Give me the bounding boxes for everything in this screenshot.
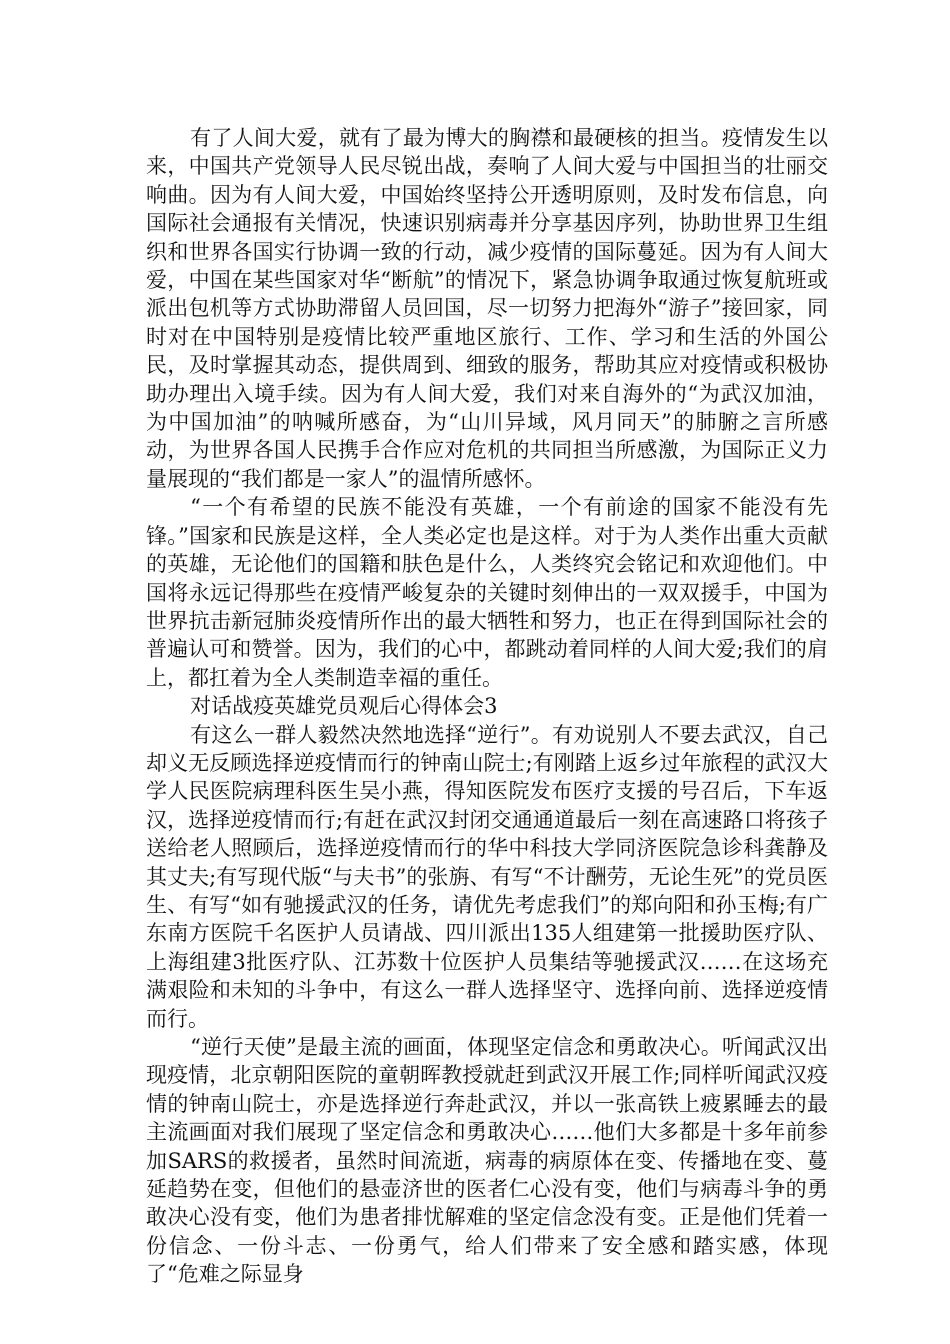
document-body — [146, 124, 828, 1289]
section-heading: 对话战疫英雄党员观后心得体会3 — [190, 694, 498, 719]
paragraph-retrograde-heroes: 有这么一群人毅然决然地选择“逆行”。有劝说别人不要去武汉，自己却义无反顾选择逆疫情而行的钟南山院士;有刚踏上返乡过年旅程的武汉大学人民医院病理科医生吴小燕，得知医院发布医疗支援的号召后，下车返汉，选择逆疫情而行;有赶在武汉封闭交通通道最后一刻在高速路口将孩子送给老人照顾后，选择逆疫情而行的华中科技大学同济医院急诊科龚静及其丈夫;有写现代版“与夫书”的张旃、有写“不计酬劳，无论生死”的党员医生、有写“如有驰援武汉的任务，请优先考虑我们”的郑向阳和孙玉梅;有广东南方医院千名医护人员请战、四川派出135人组建第一批援助医疗队、上海组建3批医疗队、江苏数十位医护人员集结等驰援武汉……在这场充满艰险和未知的斗争中，有这么一群人选择坚守、选择向前、选择逆疫情而行。 — [146, 722, 828, 1031]
paragraph-retrograde-angels: “逆行天使”是最主流的画面，体现坚定信念和勇敢决心。听闻武汉出现疫情，北京朝阳医院的童朝晖教授就赶到武汉开展工作;同样听闻武汉疫情的钟南山院士，亦是选择逆行奔赴武汉，并以一张高铁上疲累睡去的最主流画面对我们展现了坚定信念和勇敢决心……他们大多都是十多年前参加SARS的救援者，虽然时间流逝，病毒的病原体在变、传播地在变、蔓延趋势在变，但他们的悬壶济世的医者仁心没有变，他们与病毒斗争的勇敢决心没有变，他们为患者排忧解难的坚定信念没有变。正是他们凭着一份信念、一份斗志、一份勇气，给人们带来了安全感和踏实感，体现了“危难之际显身 — [146, 1035, 828, 1287]
paragraph-love-and-responsibility: 有了人间大爱，就有了最为博大的胸襟和最硬核的担当。疫情发生以来，中国共产党领导人民尽锐出战，奏响了人间大爱与中国担当的壮丽交响曲。因为有人间大爱，中国始终坚持公开透明原则，及时发布信息，向国际社会通报有关情况，快速识别病毒并分享基因序列，协助世界卫生组织和世界各国实行协调一致的行动，减少疫情的国际蔓延。因为有人间大爱，中国在某些国家对华“断航”的情况下，紧急协调争取通过恢复航班或派出包机等方式协助滞留人员回国，尽一切努力把海外“游子”接回家，同时对在中国特别是疫情比较严重地区旅行、工作、学习和生活的外国公民，及时掌握其动态，提供周到、细致的服务，帮助其应对疫情或积极协助办理出入境手续。因为有人间大爱，我们对来自海外的“为武汉加油，为中国加油”的呐喊所感奋，为“山川异域，风月同天”的肺腑之言所感动，为世界各国人民携手合作应对危机的共同担当所感激，为国际正义力量展现的“我们都是一家人”的温情所感怀。 — [146, 126, 828, 491]
paragraph-heroes-and-pioneers: “一个有希望的民族不能没有英雄，一个有前途的国家不能没有先锋。”国家和民族是这样，全人类必定也是这样。对于为人类作出重大贡献的英雄，无论他们的国籍和肤色是什么，人类终究会铭记和欢迎他们。中国将永远记得那些在疫情严峻复杂的关键时刻伸出的一双双援手，中国为世界抗击新冠肺炎疫情所作出的最大牺牲和努力，也正在得到国际社会的普遍认可和赞誉。因为，我们的心中，都跳动着同样的人间大爱;我们的肩上，都扛着为全人类制造幸福的重任。 — [146, 495, 828, 690]
